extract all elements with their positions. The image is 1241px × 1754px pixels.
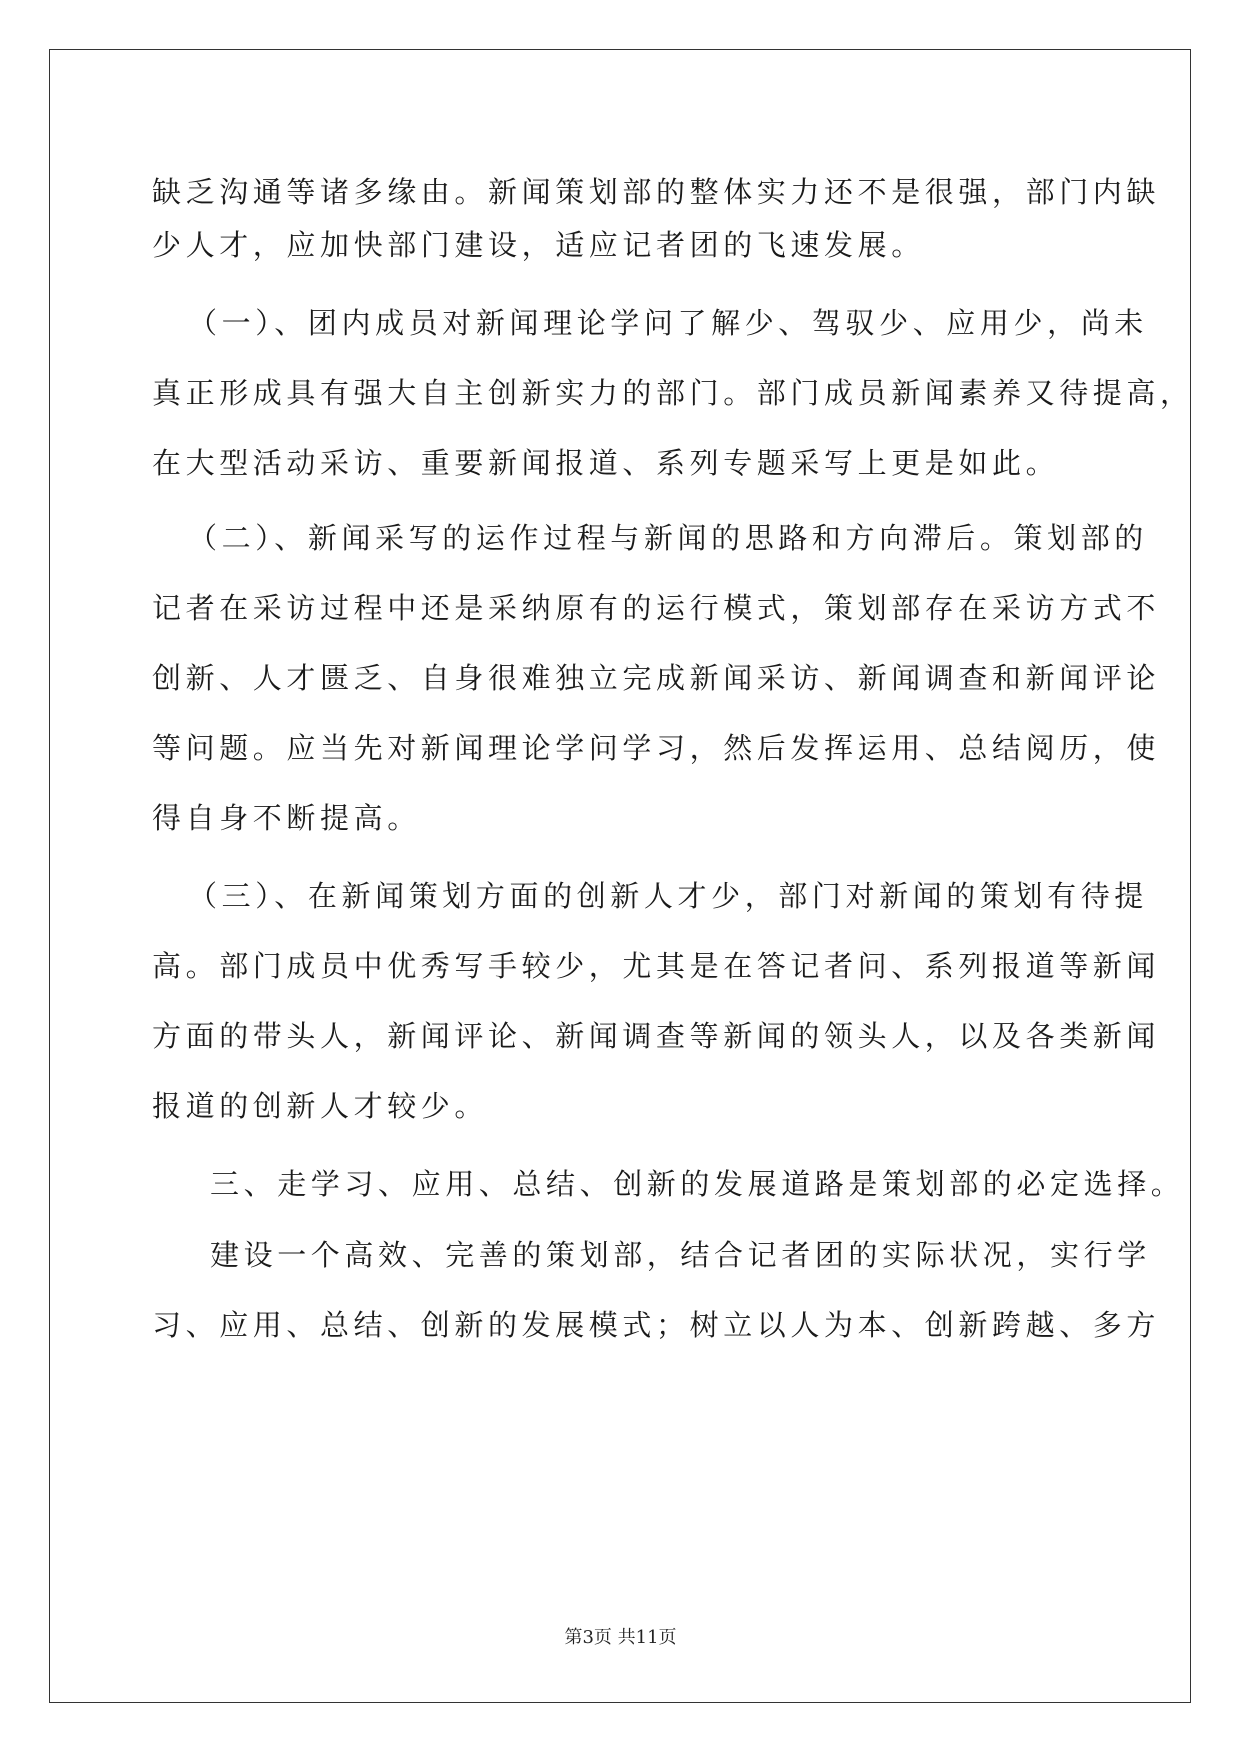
text-line: 等问题。应当先对新闻理论学问学习，然后发挥运用、总结阅历，使 bbox=[152, 731, 1161, 765]
text-line: 少人才，应加快部门建设，适应记者团的飞速发展。 bbox=[152, 228, 925, 262]
text-line: 得自身不断提高。 bbox=[152, 801, 421, 835]
text-line: 习、应用、总结、创新的发展模式；树立以人为本、创新跨越、多方 bbox=[152, 1308, 1161, 1342]
text-line: 缺乏沟通等诸多缘由。新闻策划部的整体实力还不是很强，部门内缺 bbox=[152, 175, 1161, 209]
text-line: 方面的带头人，新闻评论、新闻调查等新闻的领头人，以及各类新闻 bbox=[152, 1019, 1161, 1053]
text-line: 建设一个高效、完善的策划部，结合记者团的实际状况，实行学 bbox=[210, 1238, 1151, 1272]
text-line: 记者在采访过程中还是采纳原有的运行模式，策划部存在采访方式不 bbox=[152, 591, 1161, 625]
text-line: （三）、在新闻策划方面的创新人才少，部门对新闻的策划有待提 bbox=[188, 879, 1148, 913]
text-line: 报道的创新人才较少。 bbox=[152, 1089, 489, 1123]
text-line: 高。部门成员中优秀写手较少，尤其是在答记者问、系列报道等新闻 bbox=[152, 949, 1161, 983]
text-line: 创新、人才匮乏、自身很难独立完成新闻采访、新闻调查和新闻评论 bbox=[152, 661, 1161, 695]
page-footer: 第3页 共11页 bbox=[564, 1627, 677, 1648]
text-line: （二）、新闻采写的运作过程与新闻的思路和方向滞后。策划部的 bbox=[188, 521, 1148, 555]
text-line: 在大型活动采访、重要新闻报道、系列专题采写上更是如此。 bbox=[152, 446, 1060, 480]
text-line: 真正形成具有强大自主创新实力的部门。部门成员新闻素养又待提高， bbox=[152, 376, 1194, 410]
text-line: （一）、团内成员对新闻理论学问了解少、驾驭少、应用少，尚未 bbox=[188, 306, 1148, 340]
text-line: 三、走学习、应用、总结、创新的发展道路是策划部的必定选择。 bbox=[210, 1167, 1185, 1201]
